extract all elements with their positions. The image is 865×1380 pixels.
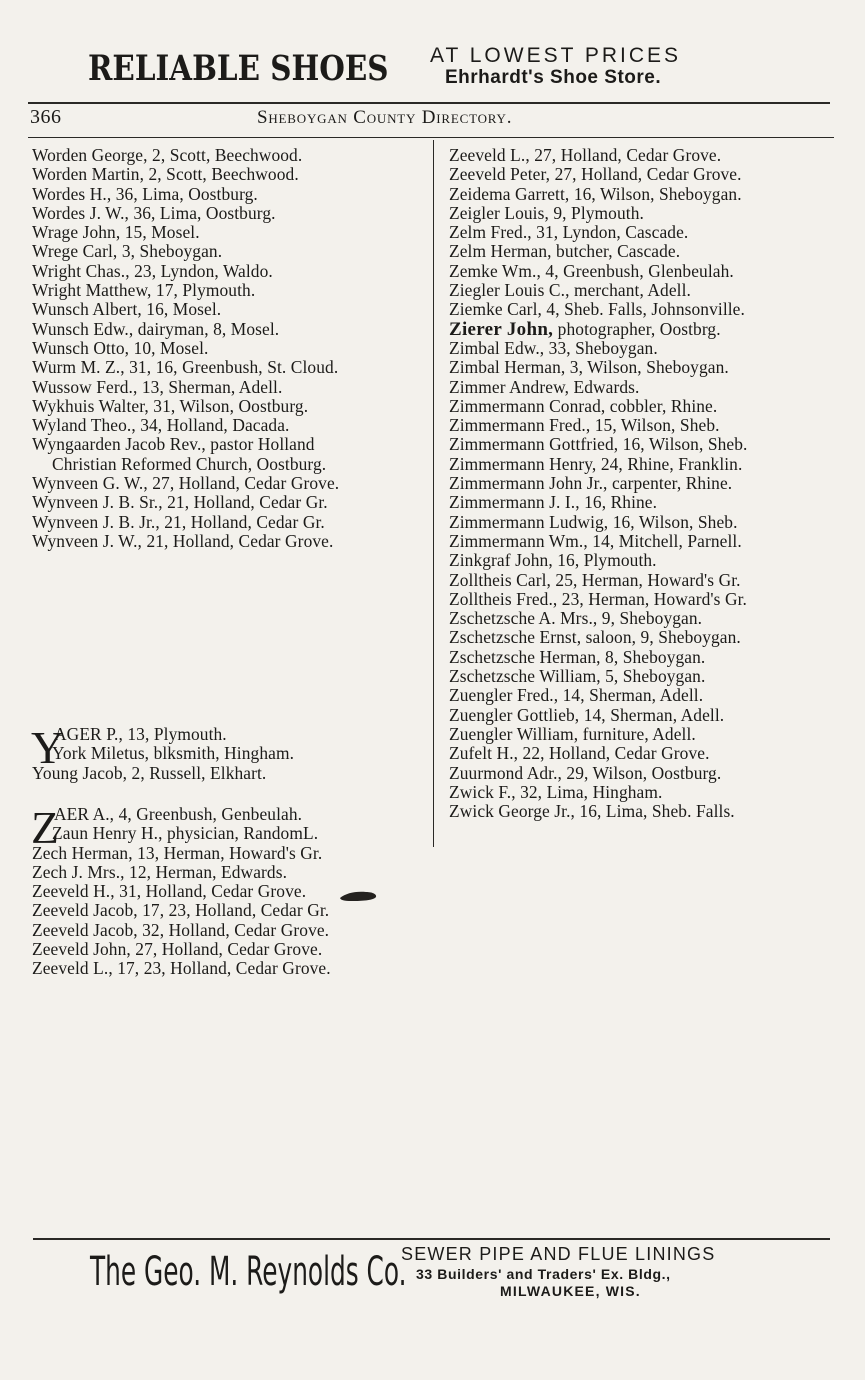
list-item: Wyland Theo., 34, Holland, Dacada.	[32, 415, 290, 436]
list-item: Zech J. Mrs., 12, Herman, Edwards.	[32, 861, 288, 882]
list-item: Zuengler William, furniture, Adell.	[449, 723, 696, 744]
list-item: Wrege Carl, 3, Sheboygan.	[32, 241, 223, 262]
list-item: Zeeveld H., 31, Holland, Cedar Grove.	[32, 881, 307, 902]
list-item: Wyngaarden Jacob Rev., pastor Holland	[32, 434, 315, 455]
list-item: Zuengler Gottlieb, 14, Sherman, Adell.	[449, 704, 725, 725]
list-item: Zimmermann Conrad, cobbler, Rhine.	[449, 395, 718, 416]
list-item: Wynveen J. B. Sr., 21, Holland, Cedar Gr.	[32, 492, 328, 513]
ad-city: MILWAUKEE, WIS.	[500, 1283, 641, 1299]
ad-store-name: Ehrhardt's Shoe Store.	[445, 67, 662, 88]
list-item: Zinkgraf John, 16, Plymouth.	[449, 550, 657, 571]
list-item: Wunsch Edw., dairyman, 8, Mosel.	[32, 318, 280, 339]
list-item: Zolltheis Fred., 23, Herman, Howard's Gr.	[449, 588, 747, 609]
right-entries-b	[449, 339, 844, 821]
list-item: Zimmermann John Jr., carpenter, Rhine.	[449, 473, 733, 494]
list-item: Zuurmond Adr., 29, Wilson, Oostburg.	[449, 762, 722, 783]
list-item: Zimmermann Ludwig, 16, Wilson, Sheb.	[449, 511, 738, 532]
list-item: Zuengler Fred., 14, Sherman, Adell.	[449, 685, 704, 706]
right-column	[449, 146, 844, 821]
page-number: 366	[30, 106, 62, 128]
list-item: Zeeveld Jacob, 17, 23, Holland, Cedar Gr.	[32, 900, 330, 921]
list-item: Zimmermann Henry, 24, Rhine, Franklin.	[449, 453, 743, 474]
top-divider	[28, 102, 830, 104]
list-item: Zschetzsche Herman, 8, Sheboygan.	[449, 646, 706, 667]
list-item: Zimbal Edw., 33, Sheboygan.	[449, 337, 658, 358]
list-item: Zeigler Louis, 9, Plymouth.	[449, 202, 644, 223]
list-item: Zschetzsche A. Mrs., 9, Sheboygan.	[449, 608, 703, 629]
ad-products: SEWER PIPE AND FLUE LININGS	[401, 1244, 716, 1264]
list-item: Young Jacob, 2, Russell, Elkhart.	[32, 762, 267, 783]
list-item: Wynveen J. W., 21, Holland, Cedar Grove.	[32, 530, 334, 551]
list-item: Wykhuis Walter, 31, Wilson, Oostburg.	[32, 395, 309, 416]
running-head: Sheboygan County Directory.	[257, 107, 513, 128]
list-item: Zeidema Garrett, 16, Wilson, Sheboygan.	[449, 183, 742, 204]
list-item: Worden George, 2, Scott, Beechwood.	[32, 145, 303, 165]
drop-initial-z: Z	[31, 802, 60, 853]
w-entries	[32, 146, 430, 551]
list-item-bold	[449, 320, 844, 339]
right-entries-a	[449, 146, 844, 320]
list-item: Wright Matthew, 17, Plymouth.	[32, 280, 256, 301]
list-item: Wunsch Albert, 16, Mosel.	[32, 299, 222, 320]
list-item: AER A., 4, Greenbush, Genbeulah.	[54, 804, 303, 824]
list-item: Zufelt H., 22, Holland, Cedar Grove.	[449, 743, 710, 764]
list-item: Zaun Henry H., physician, RandomL.	[52, 823, 319, 844]
list-item: AGER P., 13, Plymouth.	[54, 724, 227, 744]
list-item: Zeeveld Peter, 27, Holland, Cedar Grove.	[449, 164, 742, 185]
list-item: Zwick F., 32, Lima, Hingham.	[449, 781, 663, 802]
ad-headline: RELIABLE SHOES	[88, 48, 389, 89]
list-item: Wright Chas., 23, Lyndon, Waldo.	[32, 260, 273, 281]
list-item: Zeeveld Jacob, 32, Holland, Cedar Grove.	[32, 919, 330, 940]
y-entries	[32, 744, 430, 783]
list-item: Zwick George Jr., 16, Lima, Sheb. Falls.	[449, 801, 735, 822]
list-item: Wrage John, 15, Mosel.	[32, 222, 200, 243]
bottom-divider	[33, 1238, 830, 1240]
drop-initial-y: Y	[31, 722, 65, 773]
ad-address: 33 Builders' and Traders' Ex. Bldg.,	[416, 1266, 671, 1282]
list-item: Worden Martin, 2, Scott, Beechwood.	[32, 164, 299, 185]
list-item: Zschetzsche Ernst, saloon, 9, Sheboygan.	[449, 627, 741, 648]
list-item: Zemke Wm., 4, Greenbush, Glenbeulah.	[449, 260, 734, 281]
list-item: Zelm Herman, butcher, Cascade.	[449, 241, 681, 262]
list-item: Zimmermann Fred., 15, Wilson, Sheb.	[449, 415, 720, 436]
bold-entry-rest: photographer, Oostbrg.	[553, 318, 721, 339]
list-item: Zimmermann Wm., 14, Mitchell, Parnell.	[449, 530, 742, 551]
list-item: Zimbal Herman, 3, Wilson, Sheboygan.	[449, 357, 729, 378]
list-item: Christian Reformed Church, Oostburg.	[52, 453, 327, 474]
list-item: Ziemke Carl, 4, Sheb. Falls, Johnsonville.	[449, 299, 745, 320]
bottom-advertisement	[90, 1244, 790, 1304]
ad-tagline: AT LOWEST PRICES	[430, 44, 682, 67]
list-item: Wussow Ferd., 13, Sherman, Adell.	[32, 376, 283, 397]
bold-entry-name: Zierer John,	[449, 318, 554, 340]
list-item: Zimmermann Gottfried, 16, Wilson, Sheb.	[449, 434, 748, 455]
list-item: Wunsch Otto, 10, Mosel.	[32, 337, 209, 358]
list-item: Wordes H., 36, Lima, Oostburg.	[32, 183, 258, 204]
list-item: Zschetzsche William, 5, Sheboygan.	[449, 666, 706, 687]
list-item: Zeeveld John, 27, Holland, Cedar Grove.	[32, 939, 323, 960]
ad-company-name: The Geo. M. Reynolds Co.	[90, 1249, 407, 1295]
list-item: Zimmermann J. I., 16, Rhine.	[449, 492, 658, 513]
list-item: Zeeveld L., 17, 23, Holland, Cedar Grove.	[32, 958, 331, 979]
list-item: Wurm M. Z., 31, 16, Greenbush, St. Cloud.	[32, 357, 339, 378]
list-item: York Miletus, blksmith, Hingham.	[52, 743, 295, 764]
ink-blot	[338, 889, 378, 903]
header-divider	[28, 137, 834, 138]
list-item: Zelm Fred., 31, Lyndon, Cascade.	[449, 222, 689, 243]
list-item: Wordes J. W., 36, Lima, Oostburg.	[32, 202, 276, 223]
top-advertisement	[88, 42, 788, 98]
list-item: Wynveen G. W., 27, Holland, Cedar Grove.	[32, 473, 340, 494]
list-item: Zeeveld L., 27, Holland, Cedar Grove.	[449, 145, 722, 165]
column-divider	[433, 140, 434, 847]
list-item: Wynveen J. B. Jr., 21, Holland, Cedar Gr.	[32, 511, 325, 532]
list-item: Zolltheis Carl, 25, Herman, Howard's Gr.	[449, 569, 741, 590]
list-item: Zech Herman, 13, Herman, Howard's Gr.	[32, 842, 323, 863]
y-section	[31, 722, 430, 783]
list-item: Zimmer Andrew, Edwards.	[449, 376, 640, 397]
list-item: Ziegler Louis C., merchant, Adell.	[449, 280, 691, 301]
